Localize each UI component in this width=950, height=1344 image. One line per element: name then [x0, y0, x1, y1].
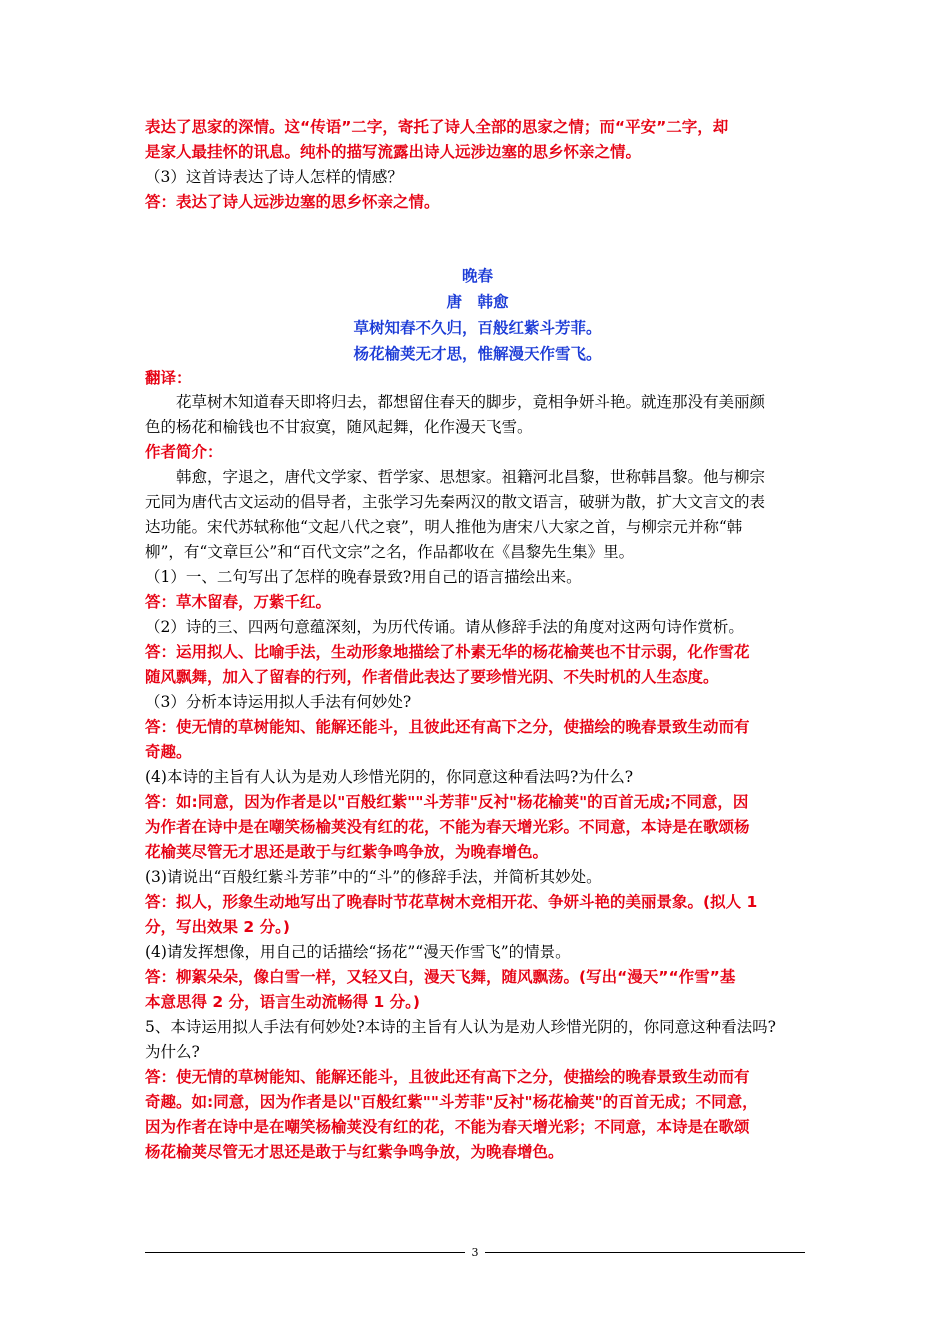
author-intro-line: 达功能。宋代苏轼称他“文起八代之衰”，明人推他为唐宋八大家之首，与柳宗元并称“韩 [145, 518, 743, 536]
question-2: （2）诗的三、四两句意蕴深刻，为历代传诵。请从修辞手法的角度对这两句诗作赏析。 [145, 618, 744, 636]
prev-answer [145, 115, 810, 165]
answer-7-line: 因为作者在诗中是在嘲笑杨榆荚没有红的花，不能为春天增光彩；不同意，本诗是在歌颂 [145, 1118, 750, 1136]
translation [145, 390, 810, 440]
answer-1: 答：草木留春，万紫千红。 [145, 593, 332, 611]
translation-line: 花草树木知道春天即将归去，都想留住春天的脚步，竟相争妍斗艳。就连那没有美丽颜 [176, 393, 766, 411]
author-intro-line: 柳”，有“文章巨公”和“百代文宗”之名，作品都收在《昌黎先生集》里。 [145, 543, 635, 561]
answer-4-line: 为作者在诗中是在嘲笑杨榆荚没有红的花，不能为春天增光彩。不同意，本诗是在歌颂杨 [145, 818, 750, 836]
author-intro-line: 韩愈，字退之，唐代文学家、哲学家、思想家。祖籍河北昌黎，世称韩昌黎。他与柳宗 [176, 468, 766, 486]
answer-6 [145, 965, 810, 1015]
answer-2-line: 随风飘舞，加入了留春的行列，作者借此表达了要珍惜光阴、不失时机的人生态度。 [145, 668, 719, 686]
answer-4 [145, 790, 810, 865]
answer-4-line: 答：如:同意，因为作者是以"百般红紫""斗芳菲"反衬"杨花榆荚"的百首无成;不同意，因 [145, 793, 749, 811]
author-label: 作者简介： [145, 443, 223, 461]
answer-7-line: 答：使无情的草树能知、能解还能斗，且彼此还有高下之分，使描绘的晚春景致生动而有 [145, 1068, 750, 1086]
answer-6-line: 答：柳絮朵朵，像白雪一样，又轻又白，漫天飞舞，随风飘荡。(写出“漫天”“作雪”基 [145, 968, 736, 986]
author-intro-line: 元同为唐代古文运动的倡导者，主张学习先秦两汉的散文语言，破骈为散，扩大文言文的表 [145, 493, 766, 511]
answer-prev-3: 答：表达了诗人远涉边塞的思乡怀亲之情。 [145, 193, 440, 211]
page-number: 3 [465, 1246, 485, 1260]
answer-3-line: 奇趣。 [145, 743, 192, 761]
translation-line: 色的杨花和榆钱也不甘寂寞，随风起舞，化作漫天飞雪。 [145, 418, 533, 436]
answer-5-line: 答：拟人，形象生动地写出了晚春时节花草树木竞相开花、争妍斗艳的美丽景象。(拟人 1 [145, 893, 758, 911]
question-1: （1）一、二句写出了怎样的晚春景致?用自己的语言描绘出来。 [145, 568, 582, 586]
question-6: (4)请发挥想像，用自己的话描绘“扬花”“漫天作雪飞”的情景。 [145, 943, 571, 961]
question-7-line: 5、本诗运用拟人手法有何妙处?本诗的主旨有人认为是劝人珍惜光阴的，你同意这种看法吗? [145, 1018, 776, 1036]
translation-label: 翻译： [145, 369, 192, 387]
question-prev-3: （3）这首诗表达了诗人怎样的情感？ [145, 168, 403, 186]
answer-6-line: 本意思得 2 分，语言生动流畅得 1 分。) [145, 993, 420, 1011]
answer-7 [145, 1065, 810, 1165]
poem-author: 唐 韩愈 [446, 293, 509, 311]
question-7-line: 为什么? [145, 1043, 200, 1061]
poem-line-2: 杨花榆荚无才思，惟解漫天作雪飞。 [353, 345, 602, 363]
answer-7-line: 杨花榆荚尽管无才思还是敢于与红紫争鸣争放，为晚春增色。 [145, 1143, 564, 1161]
answer-2 [145, 640, 810, 690]
question-3: （3）分析本诗运用拟人手法有何妙处? [145, 693, 412, 711]
question-5: (3)请说出“百般红紫斗芳菲”中的“斗”的修辞手法，并简析其妙处。 [145, 868, 602, 886]
question-7 [145, 1015, 810, 1065]
question-4: (4)本诗的主旨有人认为是劝人珍惜光阴的，你同意这种看法吗?为什么? [145, 768, 634, 786]
poem-title: 晚春 [461, 267, 493, 285]
answer-3-line: 答：使无情的草树能知、能解还能斗，且彼此还有高下之分，使描绘的晚春景致生动而有 [145, 718, 750, 736]
answer-7-line: 奇趣。如:同意，因为作者是以"百般红紫""斗芳菲"反衬"杨花榆荚"的百首无成；不同意， [145, 1093, 758, 1111]
answer-5 [145, 890, 810, 940]
poem-line-1: 草树知春不久归，百般红紫斗芳菲。 [353, 319, 602, 337]
prev-answer-line: 表达了思家的深情。这“传语”二字，寄托了诗人全部的思家之情；而“平安”二字，却 [145, 118, 729, 136]
prev-answer-line: 是家人最挂怀的讯息。纯朴的描写流露出诗人远涉边塞的思乡怀亲之情。 [145, 143, 642, 161]
answer-5-line: 分，写出效果 2 分。) [145, 918, 290, 936]
author-intro [145, 465, 810, 565]
answer-2-line: 答：运用拟人、比喻手法，生动形象地描绘了朴素无华的杨花榆荚也不甘示弱，化作雪花 [145, 643, 750, 661]
answer-3 [145, 715, 810, 765]
answer-4-line: 花榆荚尽管无才思还是敢于与红紫争鸣争放，为晚春增色。 [145, 843, 549, 861]
